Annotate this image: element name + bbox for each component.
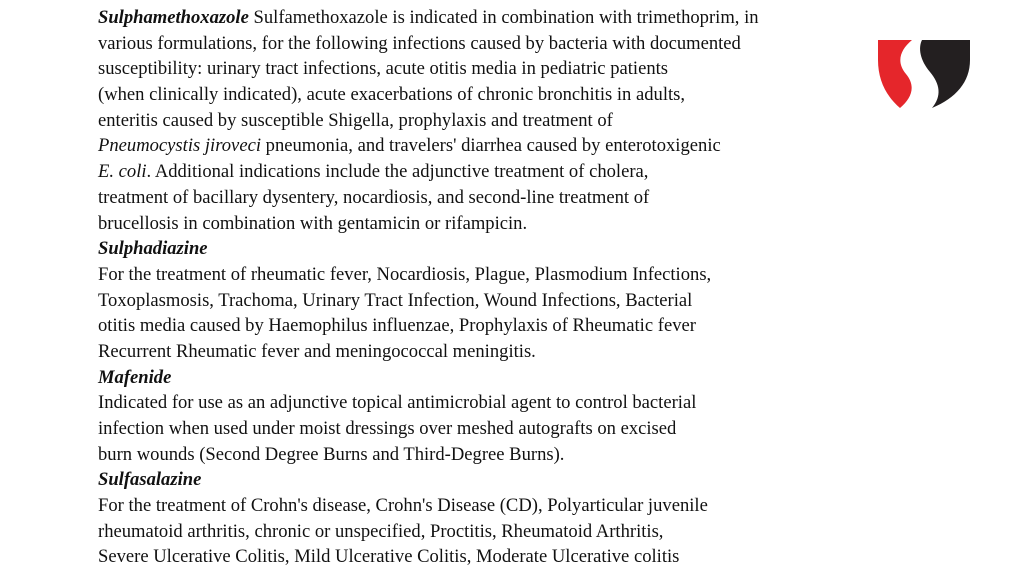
paragraph-text: . Additional indications include the adjunctive treatment of cholera,: [146, 161, 649, 183]
paragraph-line: For the treatment of Crohn's disease, Crohn's Disease (CD), Polyarticular juvenile: [98, 495, 708, 517]
paragraph-line: enteritis caused by susceptible Shigella, prophylaxis and treatment of: [98, 109, 613, 131]
paragraph-line: various formulations, for the following infections caused by bacteria with documented: [98, 32, 741, 54]
logo-red-shape: [878, 40, 912, 108]
paragraph-line: Indicated for use as an adjunctive topical antimicrobial agent to control bacterial: [98, 392, 697, 414]
sulphamethoxazole-heading: Sulphamethoxazole: [98, 7, 249, 28]
paragraph-line: otitis media caused by Haemophilus influenzae, Prophylaxis of Rheumatic fever: [98, 315, 696, 337]
slide-logo: [876, 36, 972, 112]
paragraph-line: infection when used under moist dressings over meshed autografts on excised: [98, 418, 677, 439]
document-body: [98, 5, 878, 570]
sulphamethoxazole-line-1: [98, 5, 878, 31]
sulphadiazine-heading: Sulphadiazine: [98, 238, 208, 260]
paragraph-line: For the treatment of rheumatic fever, Nocardiosis, Plague, Plasmodium Infections,: [98, 263, 712, 285]
sulfasalazine-heading: Sulfasalazine: [98, 469, 202, 491]
paragraph-line: [98, 159, 878, 185]
paragraph-line: (when clinically indicated), acute exacerbations of chronic bronchitis in adults,: [98, 84, 686, 106]
paragraph-line: susceptibility: urinary tract infections, acute otitis media in pediatric patients: [98, 58, 669, 80]
paragraph-text: pneumonia, and travelers' diarrhea caused by enterotoxigenic: [261, 135, 721, 157]
paragraph-line: brucellosis in combination with gentamicin or rifampicin.: [98, 212, 528, 234]
logo-dark-shape: [920, 40, 970, 108]
paragraph-line: Severe Ulcerative Colitis, Mild Ulcerative Colitis, Moderate Ulcerative colitis: [98, 546, 680, 568]
paragraph-line: Toxoplasmosis, Trachoma, Urinary Tract Infection, Wound Infections, Bacterial: [98, 289, 693, 311]
paragraph-line: burn wounds (Second Degree Burns and Third-Degree Burns).: [98, 443, 565, 465]
paragraph-line: Recurrent Rheumatic fever and meningococcal meningitis.: [98, 340, 536, 362]
paragraph-line: [98, 133, 878, 159]
organism-name: Pneumocystis jiroveci: [98, 135, 261, 157]
mafenide-heading: Mafenide: [98, 366, 172, 388]
paragraph-text: Sulfamethoxazole is indicated in combination with trimethoprim, in: [253, 7, 759, 28]
paragraph-line: treatment of bacillary dysentery, nocardiosis, and second-line treatment of: [98, 186, 650, 208]
organism-name: E. coli: [98, 161, 147, 183]
paragraph-line: rheumatoid arthritis, chronic or unspecified, Proctitis, Rheumatoid Arthritis,: [98, 520, 664, 542]
